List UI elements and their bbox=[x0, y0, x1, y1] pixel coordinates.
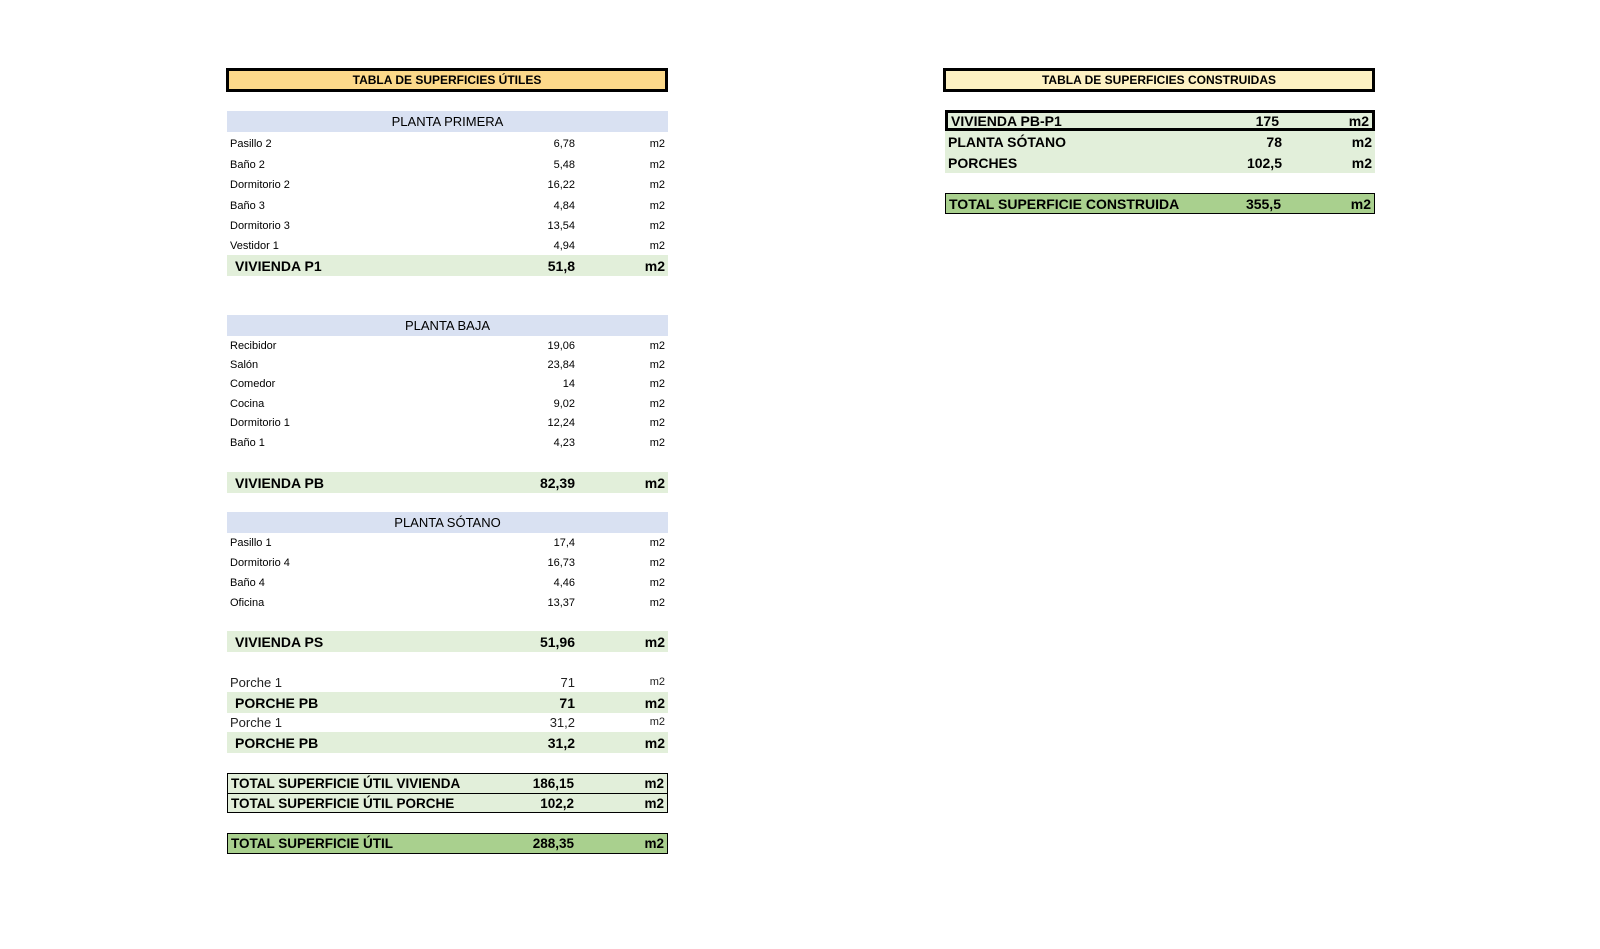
total-util-porche: TOTAL SUPERFICIE ÚTIL PORCHE 102,2 m2 bbox=[227, 793, 668, 813]
table-row: Salón 23,84 m2 bbox=[230, 359, 665, 371]
tabla-construidas-title: TABLA DE SUPERFICIES CONSTRUIDAS bbox=[943, 68, 1375, 92]
table-row: Oficina 13,37 m2 bbox=[230, 597, 665, 609]
total-superficie-construida: TOTAL SUPERFICIE CONSTRUIDA 355,5 m2 bbox=[945, 193, 1375, 214]
total-util-vivienda: TOTAL SUPERFICIE ÚTIL VIVIENDA 186,15 m2 bbox=[227, 773, 668, 793]
table-row: Dormitorio 3 13,54 m2 bbox=[230, 220, 665, 232]
porche-row: Porche 1 71 m2 bbox=[230, 674, 665, 690]
porche-row: Porche 1 31,2 m2 bbox=[230, 714, 665, 730]
subtotal-vivienda-ps: VIVIENDA PS 51,96 m2 bbox=[227, 631, 668, 652]
table-row: Pasillo 2 6,78 m2 bbox=[230, 138, 665, 150]
table-row: Dormitorio 2 16,22 m2 bbox=[230, 179, 665, 191]
subtotal-vivienda-p1: VIVIENDA P1 51,8 m2 bbox=[227, 255, 668, 276]
table-row: Comedor 14 m2 bbox=[230, 378, 665, 390]
table-row: Baño 4 4,46 m2 bbox=[230, 577, 665, 589]
table-row: Baño 1 4,23 m2 bbox=[230, 437, 665, 449]
planta-primera-header: PLANTA PRIMERA bbox=[227, 111, 668, 132]
table-row: Pasillo 1 17,4 m2 bbox=[230, 537, 665, 549]
total-superficie-util: TOTAL SUPERFICIE ÚTIL 288,35 m2 bbox=[227, 833, 668, 854]
table-row: Baño 2 5,48 m2 bbox=[230, 159, 665, 171]
construida-row: PLANTA SÓTANO 78 m2 bbox=[945, 131, 1375, 152]
table-row: Baño 3 4,84 m2 bbox=[230, 200, 665, 212]
table-row: Vestidor 1 4,94 m2 bbox=[230, 240, 665, 252]
subtotal-vivienda-pb: VIVIENDA PB 82,39 m2 bbox=[227, 472, 668, 493]
subtotal-porche-pb: PORCHE PB 71 m2 bbox=[227, 692, 668, 713]
table-row: Dormitorio 1 12,24 m2 bbox=[230, 417, 665, 429]
table-row: Cocina 9,02 m2 bbox=[230, 398, 665, 410]
planta-baja-header: PLANTA BAJA bbox=[227, 315, 668, 336]
subtotal-porche-pb: PORCHE PB 31,2 m2 bbox=[227, 732, 668, 753]
construida-row: VIVIENDA PB-P1 175 m2 bbox=[945, 110, 1375, 131]
planta-sotano-header: PLANTA SÓTANO bbox=[227, 512, 668, 533]
table-row: Dormitorio 4 16,73 m2 bbox=[230, 557, 665, 569]
construida-row: PORCHES 102,5 m2 bbox=[945, 152, 1375, 173]
tabla-utiles-title: TABLA DE SUPERFICIES ÚTILES bbox=[226, 68, 668, 92]
table-row: Recibidor 19,06 m2 bbox=[230, 340, 665, 352]
